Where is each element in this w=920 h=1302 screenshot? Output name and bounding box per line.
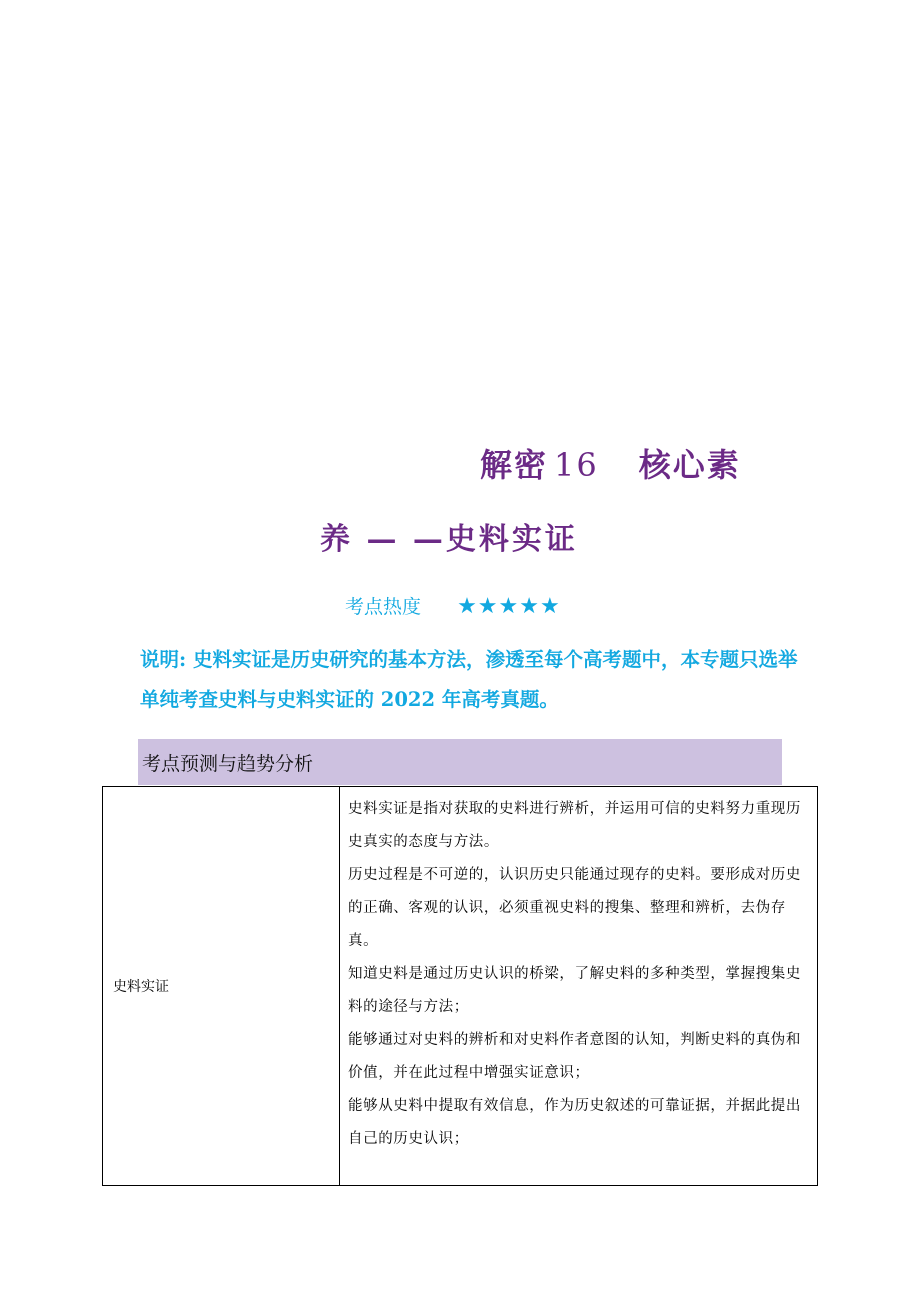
page-title: [480, 440, 741, 490]
table-cell-topic: 史料实证: [103, 787, 340, 1186]
title-prefix: 解密: [480, 446, 549, 484]
content-paragraph: 史料实证是指对获取的史料进行辨析，并运用可信的史料努力重现历史真实的态度与方法。: [348, 801, 801, 850]
section-header: [138, 739, 782, 785]
star-rating-icon: ★★★★★: [457, 594, 561, 619]
heat-rating: [345, 592, 561, 619]
content-paragraph: 知道史料是通过历史认识的桥梁，了解史料的多种类型，掌握搜集史料的途径与方法；: [348, 966, 801, 1015]
title-suffix: 核心素: [638, 446, 741, 484]
content-paragraph: 能够通过对史料的辨析和对史料作者意图的认知，判断史料的真伪和价值，并在此过程中增强实证意识；: [348, 1032, 801, 1081]
key-points-table: [102, 786, 818, 1186]
title-number: 16: [554, 446, 599, 484]
description-note: 说明: 史料实证是历史研究的基本方法，渗透至每个高考题中，本专题只选举单纯考查史料与史料实证的 2022 年高考真题。: [140, 648, 798, 711]
content-paragraph: 能够从史料中提取有效信息，作为历史叙述的可靠证据，并据此提出自己的历史认识；: [348, 1098, 801, 1147]
section-title: 考点预测与趋势分析: [142, 753, 314, 775]
table-cell-content: [340, 787, 818, 1186]
page-title-line2: 养 — —史料实证: [320, 522, 578, 557]
content-paragraph: 历史过程是不可逆的，认识历史只能通过现存的史料。要形成对历史的正确、客观的认识，必须重视史料的搜集、整理和辨析，去伪存真。: [348, 867, 801, 949]
table-row: [103, 787, 818, 1186]
heat-label: 考点热度: [345, 596, 422, 618]
